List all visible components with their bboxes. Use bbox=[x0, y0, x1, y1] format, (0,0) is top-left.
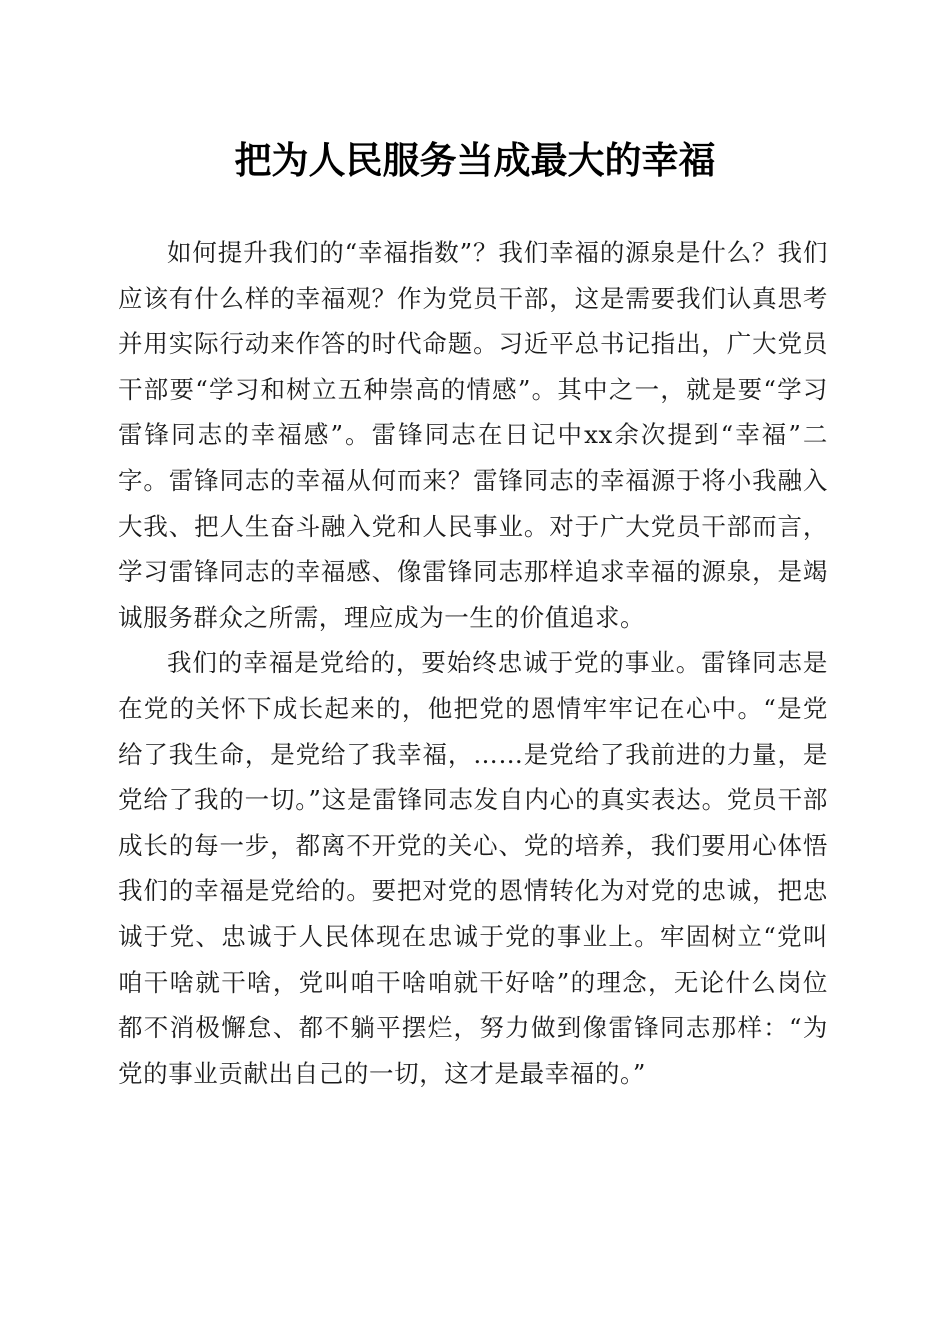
paragraph-1: 如何提升我们的“幸福指数”？我们幸福的源泉是什么？我们应该有什么样的幸福观？作为党员干部，这是需要我们认真思考并用实际行动来作答的时代命题。习近平总书记指出，广大党员干部要“学习和树立五种崇高的情感”。其中之一，就是要“学习雷锋同志的幸福感”。雷锋同志在日记中xx余次提到“幸福”二字。雷锋同志的幸福从何而来？雷锋同志的幸福源于将小我融入大我、把人生奋斗融入党和人民事业。对于广大党员干部而言，学习雷锋同志的幸福感、像雷锋同志那样追求幸福的源泉，是竭诚服务群众之所需，理应成为一生的价值追求。 bbox=[118, 238, 828, 632]
document-title: 把为人民服务当成最大的幸福 bbox=[234, 138, 716, 182]
document-body bbox=[118, 230, 828, 1096]
paragraph-2: 我们的幸福是党给的，要始终忠诚于党的事业。雷锋同志是在党的关怀下成长起来的，他把党的恩情牢牢记在心中。“是党给了我生命，是党给了我幸福，……是党给了我前进的力量，是党给了我的一切。”这是雷锋同志发自内心的真实表达。党员干部成长的每一步，都离不开党的关心、党的培养，我们要用心体悟我们的幸福是党给的。要把对党的恩情转化为对党的忠诚，把忠诚于党、忠诚于人民体现在忠诚于党的事业上。牢固树立“党叫咱干啥就干啥，党叫咱干啥咱就干好啥”的理念，无论什么岗位都不消极懈怠、都不躺平摆烂，努力做到像雷锋同志那样：“为党的事业贡献出自己的一切，这才是最幸福的。” bbox=[118, 648, 828, 1088]
